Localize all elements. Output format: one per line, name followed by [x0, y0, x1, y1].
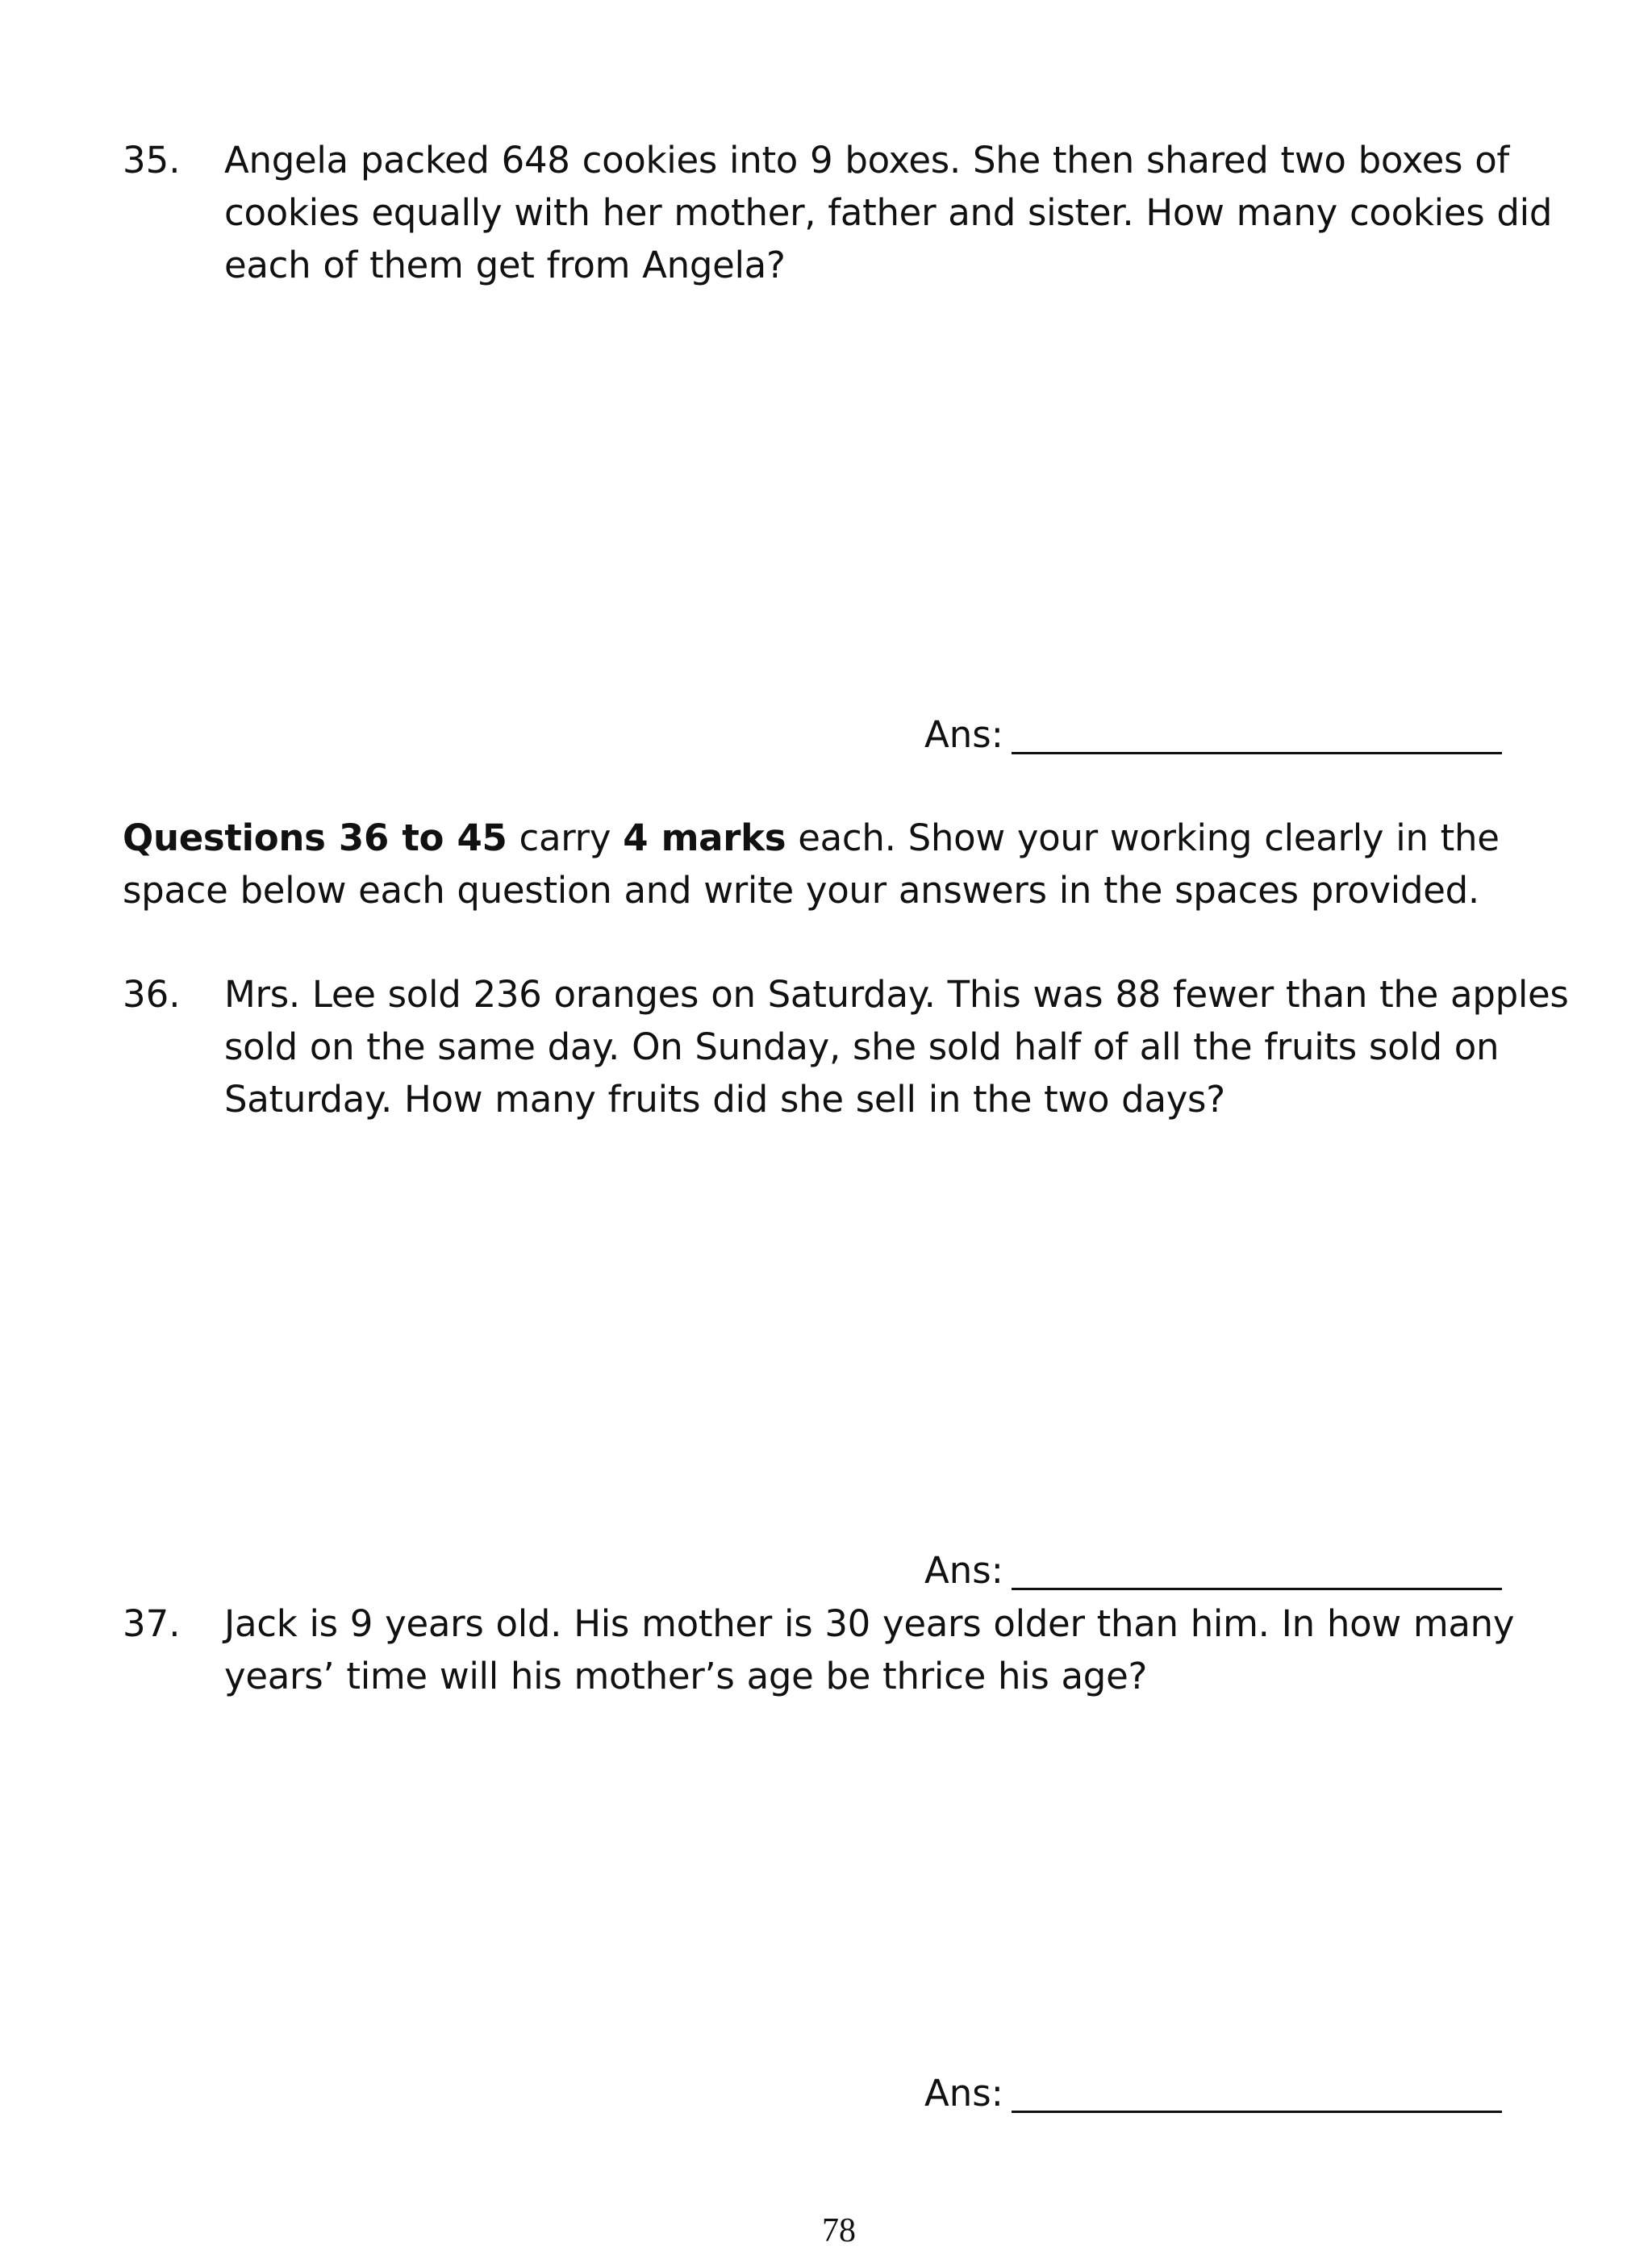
answer-label: Ans: [924, 713, 1003, 756]
question-35 [123, 134, 1553, 295]
answer-line-36 [924, 1544, 1505, 1597]
answer-line-35 [924, 708, 1505, 761]
instructions-bold-range: Questions 36 to 45 [123, 816, 507, 859]
answer-line-37 [924, 2067, 1505, 2119]
question-text: Mrs. Lee sold 236 oranges on Saturday. This was 88 fewer than the apples sold on the same day. On Sunday, she sold half of all the fruits sold on Saturday. How many fruits did she sell in the two days? [224, 973, 1569, 1121]
page-number: 78 [822, 2212, 856, 2249]
question-text: Angela packed 648 cookies into 9 boxes. She then shared two boxes of cookies equally with her mother, father and sister. How many cookies did each of them get from Angela? [224, 139, 1553, 286]
section-instructions [123, 812, 1542, 917]
answer-blank[interactable] [1012, 1588, 1502, 1590]
answer-label: Ans: [924, 1549, 1003, 1592]
answer-blank[interactable] [1012, 752, 1502, 754]
instructions-bold-marks: 4 marks [623, 816, 786, 859]
question-37 [123, 1597, 1542, 1710]
instructions-text: each. Show your working clearly in the space below each question and write your answers in the spaces provided. [123, 816, 1500, 912]
question-36 [123, 968, 1569, 1130]
answer-label: Ans: [924, 2072, 1003, 2115]
question-text: Jack is 9 years old. His mother is 30 years older than him. In how many years’ time will his mother’s age be thrice his age? [224, 1602, 1515, 1697]
instructions-text: carry [507, 816, 624, 859]
question-number: 37. [123, 1602, 181, 1645]
question-number: 35. [123, 139, 181, 182]
question-number: 36. [123, 973, 181, 1016]
answer-blank[interactable] [1012, 2111, 1502, 2113]
